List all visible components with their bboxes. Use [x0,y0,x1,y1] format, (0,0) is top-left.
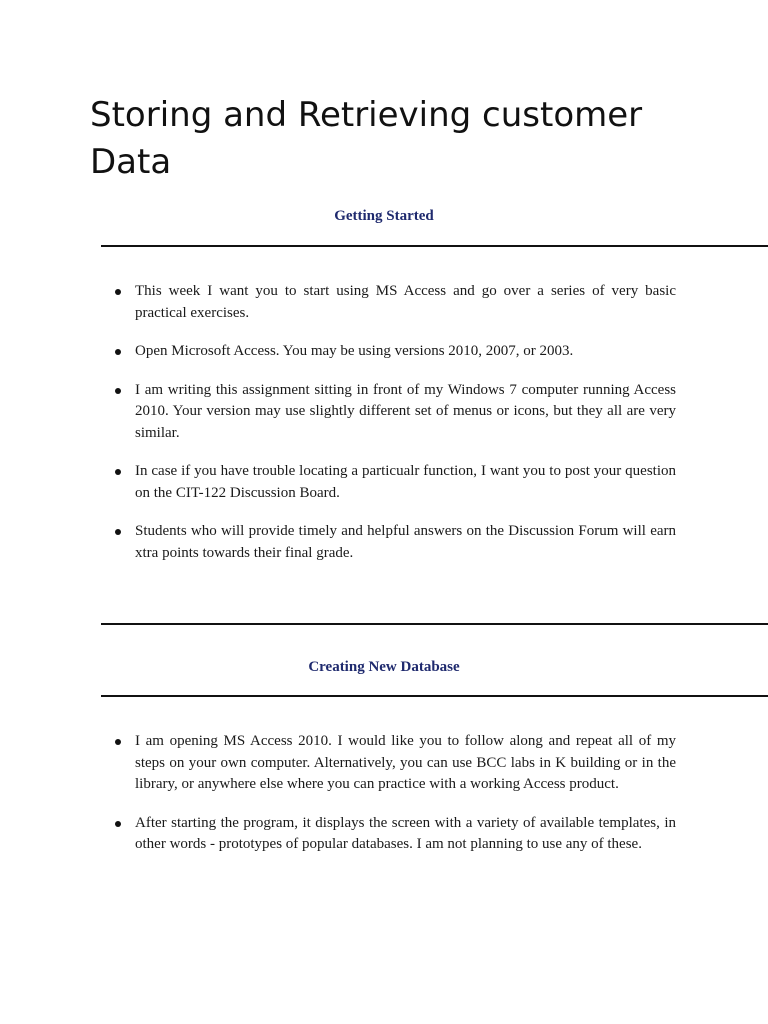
section-divider [101,623,768,625]
section-heading-getting-started: Getting Started [334,208,434,224]
list-item [135,281,676,324]
bullet-icon [115,529,121,535]
bullet-icon [115,739,121,745]
list-item-text: Open Microsoft Access. You may be using versions 2010, 2007, or 2003. [135,343,574,359]
section-divider [101,245,768,247]
creating-database-list [135,731,676,873]
getting-started-list [135,281,676,581]
list-item-text: In case if you have trouble locating a particualr function, I want you to post your question on the CIT-122 Discussion Board. [135,463,676,501]
list-item [135,813,676,856]
bullet-icon [115,289,121,295]
list-item [135,461,676,504]
list-item [135,380,676,445]
bullet-icon [115,349,121,355]
list-item-text: This week I want you to start using MS Access and go over a series of very basic practical exercises. [135,283,676,321]
bullet-icon [115,821,121,827]
list-item [135,521,676,564]
list-item-text: After starting the program, it displays the screen with a variety of available templates, in other words - prototypes of popular databases. I am not planning to use any of these. [135,814,676,852]
list-item [135,341,676,363]
section-divider [101,695,768,697]
bullet-icon [115,469,121,475]
list-item-text: I am opening MS Access 2010. I would like you to follow along and repeat all of my steps on your own computer. Alternatively, you can use BCC labs in K building or in the library, or anywhere else where you can practice with a working Access product. [135,733,676,792]
page-title: Storing and Retrieving customer Data [90,95,643,182]
list-item-text: I am writing this assignment sitting in front of my Windows 7 computer running Access 2010. Your version may use slightly different set of menus or icons, but they all are very similar. [135,381,676,441]
section-heading-creating-new-database: Creating New Database [308,659,460,675]
list-item-text: Students who will provide timely and helpful answers on the Discussion Forum will earn xtra points towards their final grade. [135,523,676,561]
bullet-icon [115,388,121,394]
list-item [135,731,676,796]
